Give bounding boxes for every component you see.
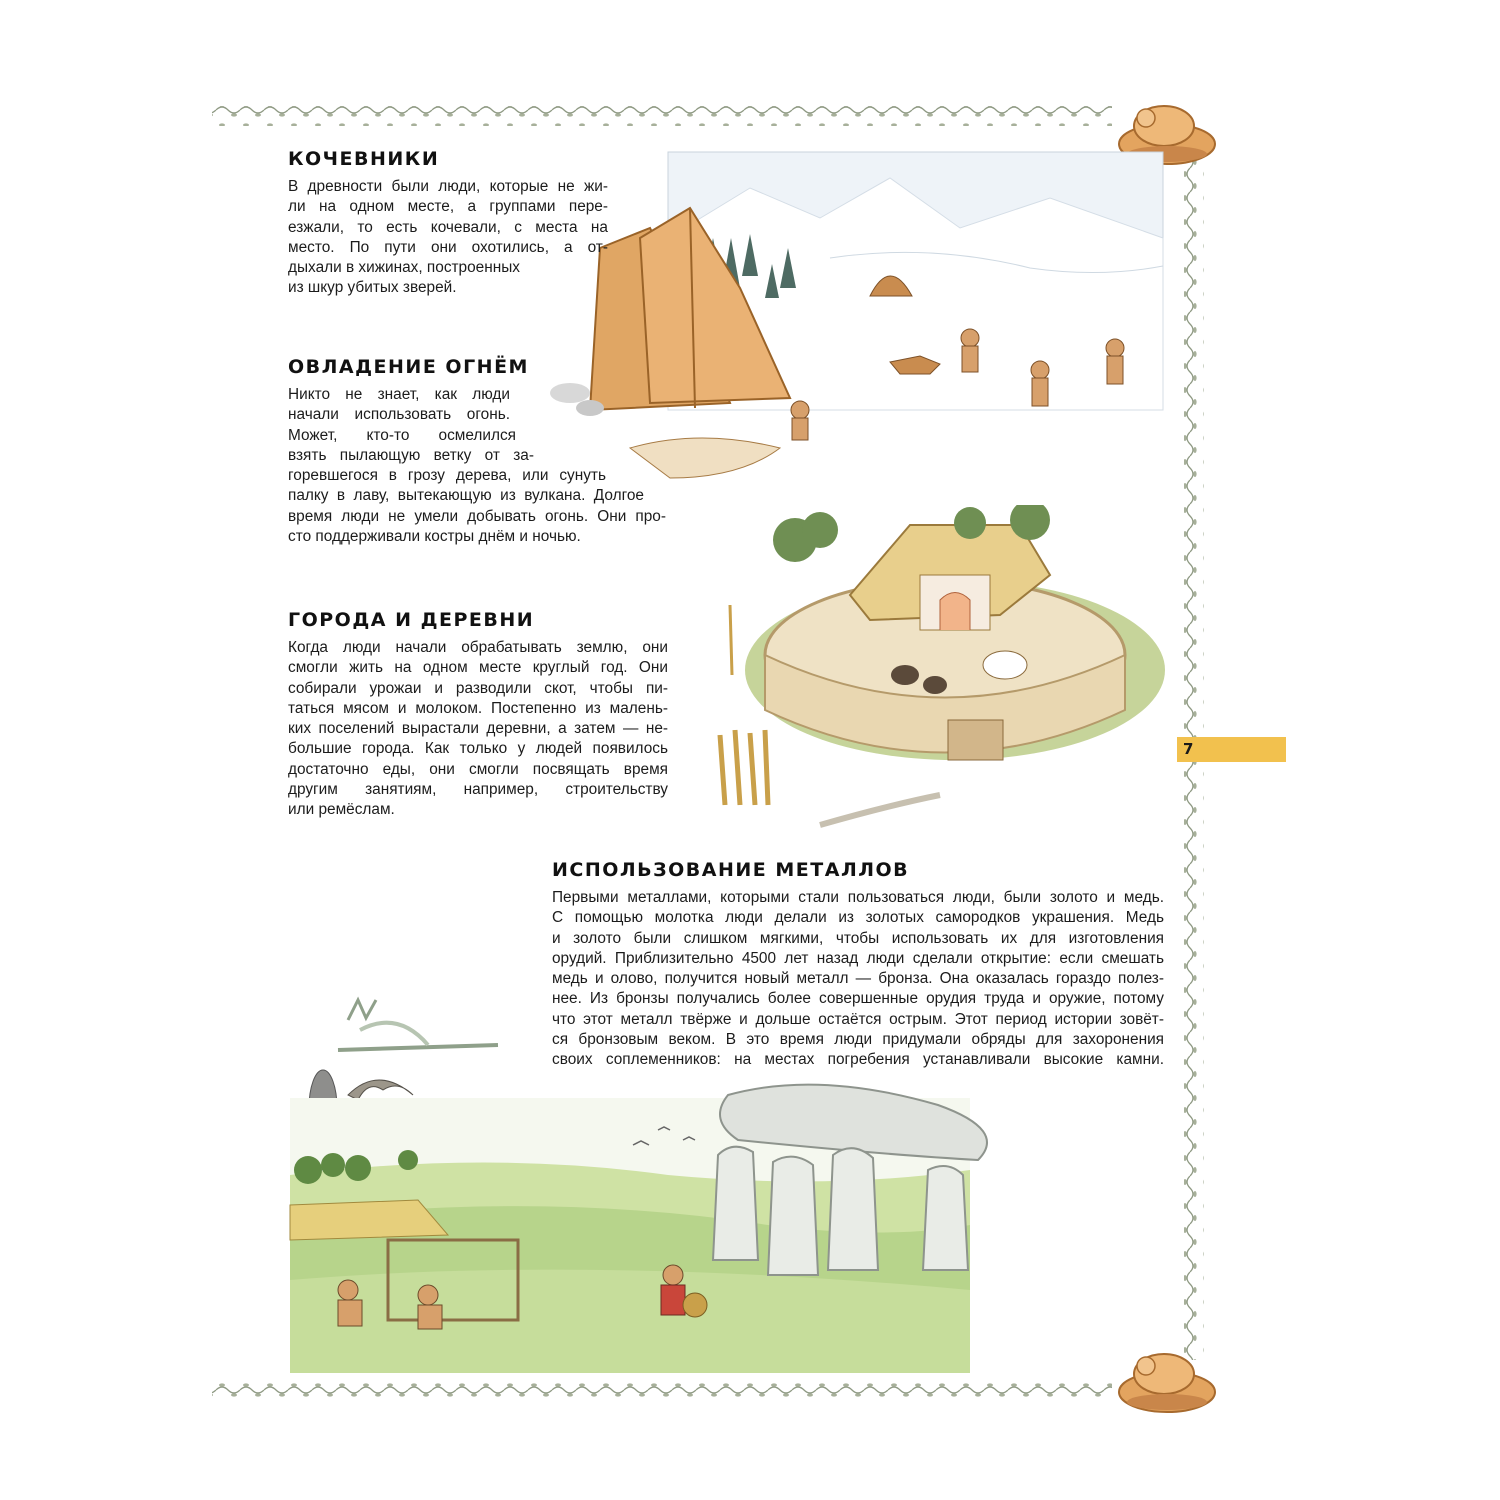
section-towns	[288, 609, 668, 821]
text-line: что этот металл твёрже и дольше остаётся острым. Этот период истории зовёт-	[552, 1010, 1164, 1028]
village-illustration	[700, 505, 1180, 840]
section-text	[288, 638, 668, 821]
text-line: В древности были люди, которые не жи-	[288, 178, 608, 195]
text-line: Может, кто-то осмелился	[288, 426, 516, 444]
section-metals	[552, 859, 1164, 1071]
text-line: из шкур убитых зверей.	[288, 279, 457, 297]
section-title: ГОРОДА И ДЕРЕВНИ	[288, 609, 535, 631]
section-title: ОВЛАДЕНИЕ ОГНЁМ	[288, 356, 529, 378]
section-fire	[288, 356, 668, 547]
page-number: 7	[1183, 740, 1194, 758]
text-line: ких поселений вырастали деревни, а затем — не-	[288, 720, 668, 738]
text-line: начали использовать огонь.	[288, 406, 510, 424]
text-line: большие города. Как только у людей появилось	[288, 740, 668, 758]
text-line: место. По пути они охотились, а от-	[288, 238, 608, 256]
page-number-tab	[1177, 737, 1286, 762]
section-title: ИСПОЛЬЗОВАНИЕ МЕТАЛЛОВ	[552, 859, 910, 881]
text-line: и золото были слишком мягкими, чтобы использовать их для изготовления	[552, 929, 1164, 947]
section-text	[288, 177, 608, 299]
text-line: С помощью молотка люди делали из золотых самородков украшения. Медь	[552, 909, 1164, 927]
text-line: собирали урожаи и разводили скот, чтобы пи-	[288, 679, 668, 697]
section-text	[552, 888, 1164, 1071]
corner-ornament-bottom	[1112, 1340, 1222, 1418]
section-nomads	[288, 148, 608, 299]
text-line: таться мясом и молоком. Постепенно из малень-	[288, 699, 668, 717]
text-line: езжали, то есть кочевали, с места на	[288, 218, 608, 236]
text-line: Первыми металлами, которыми стали пользоваться люди, были золото и медь.	[552, 889, 1164, 906]
text-line: взять пылающую ветку от за-	[288, 446, 534, 464]
text-line: другим занятиям, например, строительству	[288, 781, 668, 799]
text-line: дыхали в хижинах, построенных	[288, 259, 520, 277]
text-line: ся бронзовым веком. В это время люди придумали обряды для захоронения	[552, 1031, 1164, 1049]
text-line: достаточно еды, они смогли посвящать время	[288, 760, 668, 778]
text-line: горевшегося в грозу дерева, или сунуть	[288, 467, 606, 485]
text-line: медь и олово, получится новый металл — бронза. Она оказалась гораздо полез-	[552, 970, 1164, 988]
text-line: смогли жить на одном месте круглый год. Они	[288, 659, 668, 677]
text-line: нее. Из бронзы получались более совершенные орудия труда и оружие, потому	[552, 990, 1164, 1008]
section-title: КОЧЕВНИКИ	[288, 148, 440, 170]
text-line: палку в лаву, вытекающую из вулкана. Долгое	[288, 487, 644, 505]
text-line: своих соплеменников: на местах погребения устанавливали высокие камни.	[552, 1051, 1164, 1069]
text-line: сто поддерживали костры днём и ночью.	[288, 528, 581, 546]
section-text	[288, 385, 668, 547]
text-line: орудий. Приблизительно 4500 лет назад люди сделали открытие: если смешать	[552, 949, 1164, 967]
text-line: или ремёслам.	[288, 801, 395, 819]
text-line: ли на одном месте, а группами пере-	[288, 198, 608, 216]
text-line: Когда люди начали обрабатывать землю, они	[288, 639, 668, 656]
text-line: Никто не знает, как люди	[288, 386, 510, 403]
text-line: время люди не умели добывать огонь. Они про-	[288, 507, 666, 525]
